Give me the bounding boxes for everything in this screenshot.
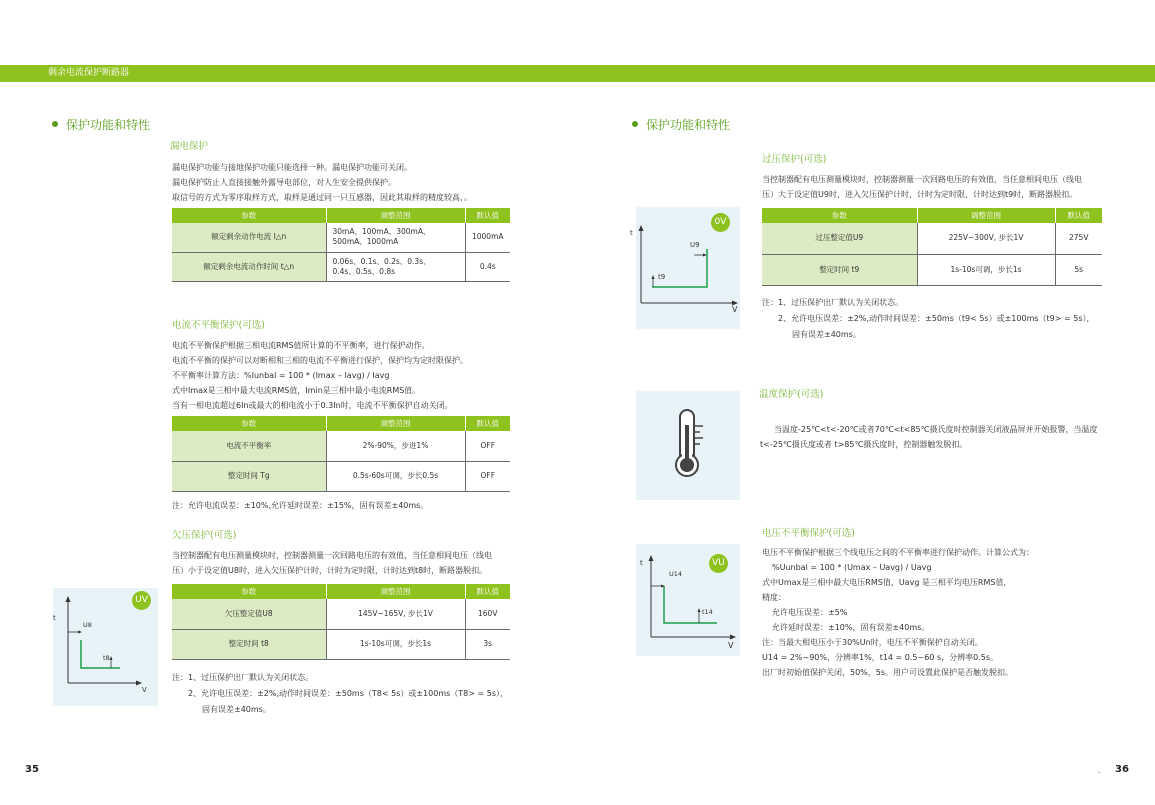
table-header-row [172, 416, 510, 431]
ov-v-axis-label: V [732, 305, 738, 314]
uv-badge: UV [132, 591, 151, 610]
cell-range: 1s-10s可调，步长1s [917, 254, 1055, 285]
temperature-description: 当温度-25℃<t<-20℃或者70℃<t<85℃摄氏度时控制器关闭液晶屏并开始报警，当温度 t<-25℃摄氏度或者 t>85℃摄氏度时，控制器触发脱扣。 [760, 425, 1098, 449]
ov-time-label: t9 [658, 273, 666, 281]
temperature-title: 温度保护(可选) [759, 389, 824, 400]
overvoltage-notes: 注：1、过压保护出厂默认为关闭状态。 2、允许电压误差：±2%,动作时间误差：±50ms（t9< 5s）或±100ms（t9> = 5s）， 固有误差±40ms。 [762, 298, 1095, 339]
col-header-range: 调整范围 [326, 416, 465, 431]
cell-param: 整定时间 Tg [172, 461, 326, 491]
cell-range: 1s-10s可调，步长1s [326, 629, 465, 659]
col-header-param: 参数 [762, 208, 917, 223]
bullet-dot-icon [632, 121, 638, 127]
table-header-row [172, 208, 510, 223]
overvoltage-description: 当控制器配有电压测量模块时，控制器测量一次回路电压的有效值，当任意相间电压（线电 压）大于设定值U9时，进入欠压保护计时，计时为定时限，计时达到t9时，断路器脱扣。 [762, 175, 1082, 199]
uv-u-label: U8 [83, 621, 92, 629]
col-header-default: 默认值 [465, 416, 510, 431]
table-row [172, 629, 510, 659]
leakage-table [172, 208, 510, 282]
vu-badge: VU [709, 554, 728, 573]
table-row [172, 599, 510, 629]
vu-v-axis-label: V [728, 641, 734, 650]
table-row [172, 252, 510, 281]
cell-default: 275V [1055, 223, 1102, 254]
col-header-default: 默认值 [465, 208, 510, 223]
cell-range: 0.06s、0.1s、0.2s、0.3s、 0.4s、0.5s、0.8s [326, 252, 465, 281]
cell-param: 额定剩余动作电流 I△n [172, 223, 326, 252]
undervoltage-table [172, 584, 510, 660]
cell-default: OFF [465, 431, 510, 461]
undervoltage-diagram [53, 588, 158, 706]
current-unbalance-description: 电流不平衡保护根据三相电流RMS值所计算的不平衡率，进行保护动作。 电流不平衡的保护可以对断相和三相的电流不平衡进行保护，保护均为定时限保护。 不平衡率计算方法：%Iunbal = 100 * (Imax – Iavg) / Iavg 式中Imax是三相中最大电流RMS值，Imin是三相中最小电流RMS值。 当有一相电流超过6In或最大的相电流小于0.3In时，电流不平衡保护自动关闭。 [172, 341, 468, 410]
cell-param: 电流不平衡率 [172, 431, 326, 461]
thermometer-icon [636, 391, 740, 500]
vu-u-label: U14 [669, 570, 683, 578]
temperature-illustration [636, 391, 740, 500]
cell-default: OFF [465, 461, 510, 491]
col-header-param: 参数 [172, 584, 326, 599]
cell-default: 0.4s [465, 252, 510, 281]
col-header-default: 默认值 [465, 584, 510, 599]
undervoltage-title: 欠压保护(可选) [172, 530, 237, 541]
col-header-range: 调整范围 [326, 584, 465, 599]
col-header-default: 默认值 [1055, 208, 1102, 223]
table-row [172, 461, 510, 491]
table-row [762, 254, 1102, 285]
header-title: 剩余电流保护断路器 [48, 68, 130, 78]
page-number-right: 36 [1115, 764, 1129, 775]
page-number-left: 35 [25, 764, 39, 775]
cell-range: 145V~165V, 步长1V [326, 599, 465, 629]
voltage-unbalance-diagram [636, 544, 740, 656]
cell-default: 160V [465, 599, 510, 629]
cell-range: 225V~300V, 步长1V [917, 223, 1055, 254]
vu-t-axis-label: t [640, 559, 643, 567]
ov-t-axis-label: t [630, 229, 633, 237]
uv-v-axis-label: V [142, 686, 147, 694]
col-header-param: 参数 [172, 208, 326, 223]
cell-default: 3s [465, 629, 510, 659]
undervoltage-notes: 注：1、过压保护出厂默认为关闭状态。 2、允许电压误差：±2%,动作时间误差：±50ms（T8< 5s）或±100ms（T8> = 5s）， 固有误差±40ms。 [172, 673, 509, 714]
col-header-range: 调整范围 [326, 208, 465, 223]
overvoltage-title: 过压保护(可选) [762, 154, 827, 165]
header-bar [0, 65, 1155, 82]
leakage-description: 漏电保护功能与接地保护功能只能选择一种。漏电保护功能可关闭。 漏电保护防止人直接接触外露导电部位，对人生安全提供保护。 取信号的方式为零序取样方式，取样是通过同一只互感器，因此其取样的精度较高，。 [172, 163, 472, 202]
current-unbalance-table [172, 416, 510, 492]
cell-range: 2%-90%，步进1% [326, 431, 465, 461]
page-dot: . [1098, 766, 1101, 775]
col-header-param: 参数 [172, 416, 326, 431]
table-row [172, 223, 510, 252]
cell-param: 过压整定值U9 [762, 223, 917, 254]
overvoltage-table [762, 208, 1102, 286]
table-row [762, 223, 1102, 254]
current-unbalance-note: 注：允许电流误差：±10%,允许延时误差：±15%，固有误差±40ms。 [172, 501, 429, 510]
table-header-row [762, 208, 1102, 223]
cell-default: 5s [1055, 254, 1102, 285]
cell-param: 整定时间 t8 [172, 629, 326, 659]
bullet-dot-icon [52, 121, 58, 127]
cell-param: 整定时间 t9 [762, 254, 917, 285]
vu-time-label: t14 [702, 608, 713, 616]
uv-time-label: t8 [103, 654, 110, 662]
ov-badge: 0V [711, 213, 730, 232]
current-unbalance-title: 电流不平衡保护(可选) [172, 320, 265, 331]
leakage-title: 漏电保护 [170, 141, 209, 152]
cell-range: 0.5s-60s可调，步长0.5s [326, 461, 465, 491]
undervoltage-description: 当控制器配有电压测量模块时，控制器测量一次回路电压的有效值，当任意相间电压（线电 压）小于设定值U8时，进入欠压保护计时，计时为定时限，计时达到t8时，断路器脱扣。 [172, 551, 492, 575]
left-section-title: 保护功能和特性 [52, 117, 150, 133]
right-section-title: 保护功能和特性 [632, 117, 730, 133]
cell-param: 额定剩余电流动作时间 t△n [172, 252, 326, 281]
cell-range: 30mA、100mA、300mA、 500mA、1000mA [326, 223, 465, 252]
cell-param: 欠压整定值U8 [172, 599, 326, 629]
ov-u-label: U9 [690, 241, 700, 249]
table-header-row [172, 584, 510, 599]
uv-t-axis-label: t [53, 614, 56, 622]
voltage-unbalance-title: 电压不平衡保护(可选) [762, 528, 855, 539]
table-row [172, 431, 510, 461]
col-header-range: 调整范围 [917, 208, 1055, 223]
voltage-unbalance-description: 电压不平衡保护根据三个线电压之间的不平衡率进行保护动作。计算公式为： %Uunbal = 100 * (Umax – Uavg) / Uavg 式中Umax是三相中最大电压RMS值，Uavg 是三相平均电压RMS值， 精度： 允许电压误差：±5% 允许延时误差：±10%，固有误差±40ms。 注：当最大相电压小于30%Un时，电压不平衡保护自动关闭。 U14 = 2%~90%，分辨率1%，t14 = 0.5~60 s，分辨率0.5s。 出厂时初始值保护关闭，50%，5s。用户可设置此保护是否触发脱扣。 [762, 548, 1034, 677]
cell-default: 1000mA [465, 223, 510, 252]
overvoltage-diagram [630, 207, 740, 329]
